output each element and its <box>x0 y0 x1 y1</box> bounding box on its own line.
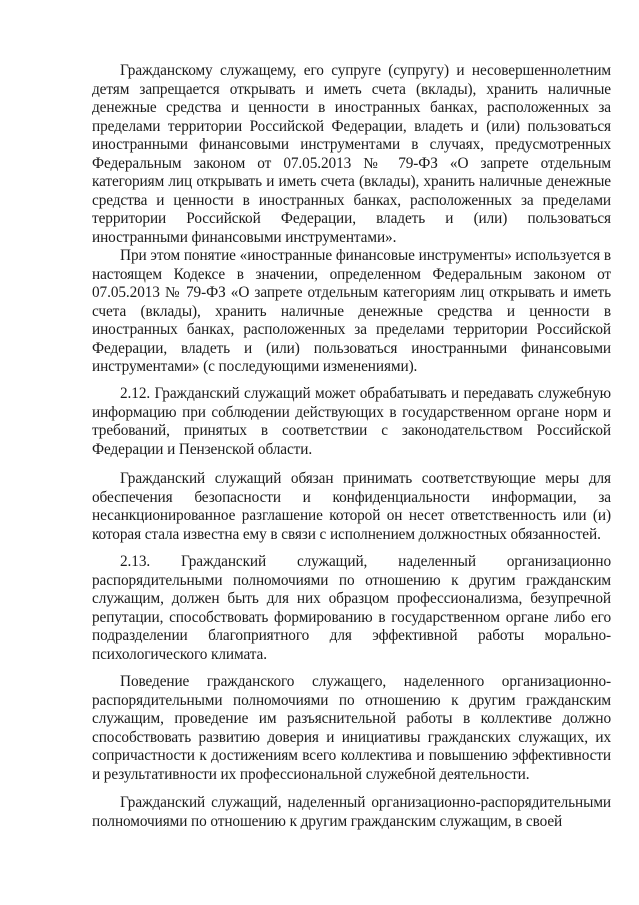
paragraph-text: 2.12. Гражданский служащий может обрабатывать и передавать служебную информацию при соблюдении действующих в государственном органе норм и требований, принятых в соответствии с законодательством Российской Федерации и Пензенской области. <box>92 385 611 458</box>
paragraph-text: 2.13. Гражданский служащий, наделенный организационно распорядительными полномочиями по отношению к другим гражданским служащим, должен быть для них образцом профессионализма, безупречной репутации, способствовать формированию в государственном органе либо его подразделении благоприятного для эффективной работы морально-психологического климата. <box>92 553 611 663</box>
paragraph-text: Гражданский служащий обязан принимать соответствующие меры для обеспечения безопасности и конфиденциальности информации, за несанкционированное разглашение которой он несет ответственность или (и) которая стала известна ему в связи с исполнением должностных обязанностей. <box>92 470 611 543</box>
paragraph-text: Гражданскому служащему, его супруге (супругу) и несовершеннолетним детям запрещается открывать и иметь счета (вклады), хранить наличные денежные средства и ценности в иностранных банках, расположенных за пределами территории Российской Федерации, владеть и (или) пользоваться иностранными финансовыми инструментами в случаях, предусмотренных Федеральным законом от 07.05.2013 № 79-ФЗ «О запрете отдельным категориям лиц открывать и иметь счета (вклады), хранить наличные денежные средства и ценности в иностранных банках, расположенных за пределами территории Российской Федерации, владеть и (или) пользоваться иностранными финансовыми инструментами». <box>92 62 611 246</box>
paragraph-2-12-official-information <box>92 385 611 459</box>
paragraph-foreign-accounts-ban <box>92 62 611 247</box>
paragraph-managerial-conduct <box>92 673 611 784</box>
paragraph-text: Поведение гражданского служащего, наделенного организационно-распорядительными полномочиями по отношению к другим гражданским служащим, проведение им разъяснительной работы в коллективе должно способствовать развитию доверия и инициативы гражданских служащих, их сопричастности к достижениям всего коллектива и повышению эффективности и результативности их профессиональной служебной деятельности. <box>92 673 611 783</box>
paragraph-managerial-continued <box>92 794 611 831</box>
paragraph-foreign-instruments-definition <box>92 247 611 377</box>
paragraph-2-13-managerial-example <box>92 553 611 664</box>
paragraph-information-security <box>92 470 611 544</box>
paragraph-text: При этом понятие «иностранные финансовые инструменты» используется в настоящем Кодексе в значении, определенном Федеральным законом от 07.05.2013 № 79-ФЗ «О запрете отдельным категориям лиц открывать и иметь счета (вклады), хранить наличные денежные средства и ценности в иностранных банках, расположенных за пределами территории Российской Федерации, владеть и (или) пользоваться иностранными финансовыми инструментами» (с последующими изменениями). <box>92 247 611 375</box>
paragraph-text: Гражданский служащий, наделенный организационно-распорядительными полномочиями по отношению к другим гражданским служащим, в своей <box>92 794 611 830</box>
